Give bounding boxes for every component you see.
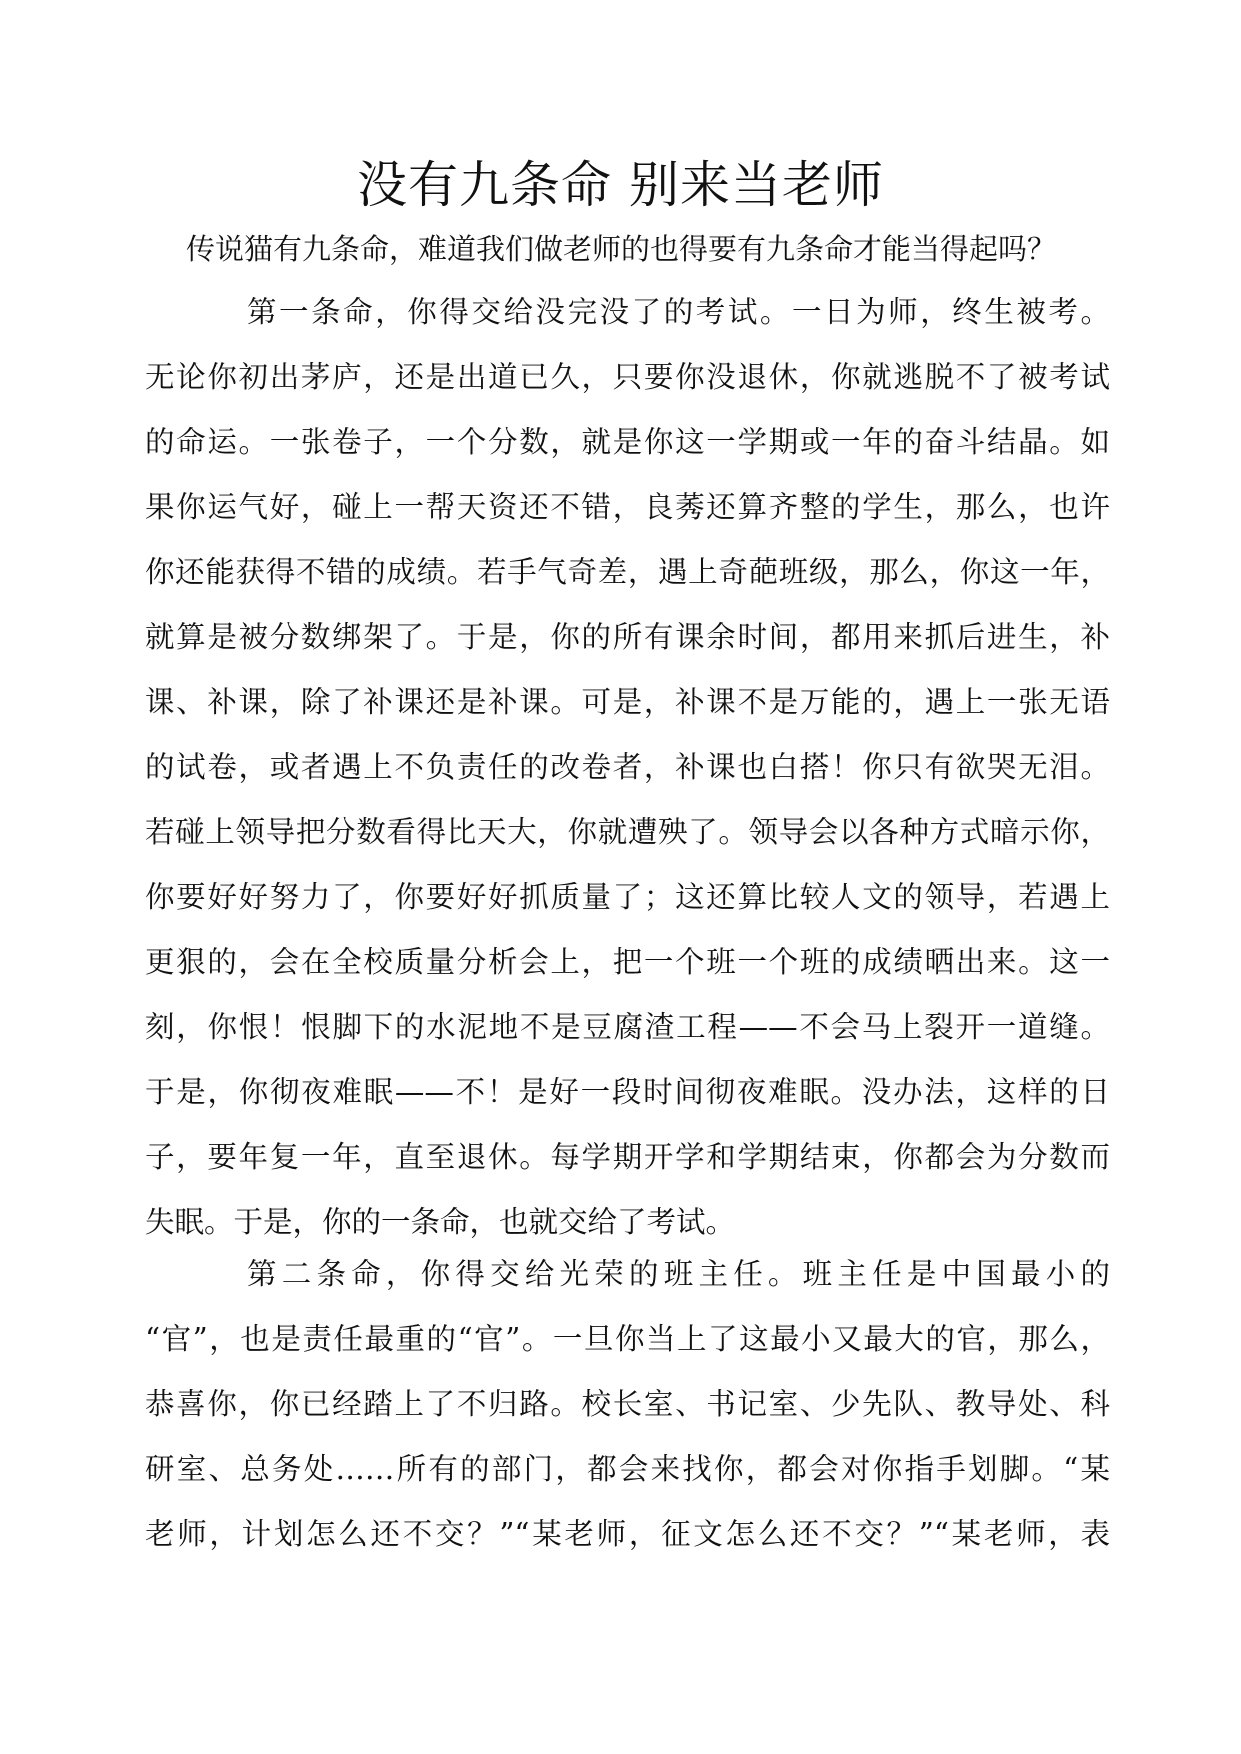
text-line: “官”，也是责任最重的“官”。一旦你当上了这最小又最大的官，那么，	[145, 1322, 1110, 1356]
text-line: 课、补课，除了补课还是补课。可是，补课不是万能的，遇上一张无语	[145, 685, 1110, 719]
intro-sentence: 传说猫有九条命，难道我们做老师的也得要有九条命才能当得起吗？	[186, 232, 1057, 266]
text-line: 无论你初出茅庐，还是出道已久，只要你没退休，你就逃脱不了被考试	[145, 360, 1110, 394]
text-line: 研室、总务处……所有的部门，都会来找你，都会对你指手划脚。“某	[145, 1452, 1110, 1486]
paragraph-second-life	[145, 1242, 1110, 1567]
text-line: 的命运。一张卷子，一个分数，就是你这一学期或一年的奋斗结晶。如	[145, 425, 1110, 459]
text-line: 第一条命，你得交给没完没了的考试。一日为师，终生被考。	[247, 295, 1110, 329]
text-line: 的试卷，或者遇上不负责任的改卷者，补课也白搭！你只有欲哭无泪。	[145, 750, 1110, 784]
text-line: 老师，计划怎么还不交？”“某老师，征文怎么还不交？”“某老师，表	[145, 1517, 1110, 1551]
text-line: 刻，你恨！恨脚下的水泥地不是豆腐渣工程——不会马上裂开一道缝。	[145, 1010, 1110, 1044]
text-line: 第二条命，你得交给光荣的班主任。班主任是中国最小的	[247, 1257, 1110, 1291]
text-line: 果你运气好，碰上一帮天资还不错，良莠还算齐整的学生，那么，也许	[145, 490, 1110, 524]
text-line: 恭喜你，你已经踏上了不归路。校长室、书记室、少先队、教导处、科	[145, 1387, 1110, 1421]
text-line: 于是，你彻夜难眠——不！是好一段时间彻夜难眠。没办法，这样的日	[145, 1075, 1110, 1109]
text-line: 若碰上领导把分数看得比天大，你就遭殃了。领导会以各种方式暗示你，	[145, 815, 1110, 849]
text-line: 失眠。于是，你的一条命，也就交给了考试。	[145, 1205, 736, 1239]
text-line: 就算是被分数绑架了。于是，你的所有课余时间，都用来抓后进生，补	[145, 620, 1110, 654]
paragraph-first-life	[145, 280, 1110, 1255]
text-line: 子，要年复一年，直至退休。每学期开学和学期结束，你都会为分数而	[145, 1140, 1110, 1174]
text-line: 你还能获得不错的成绩。若手气奇差，遇上奇葩班级，那么，你这一年，	[145, 555, 1110, 589]
document-title: 没有九条命 别来当老师	[357, 156, 884, 214]
text-line: 你要好好努力了，你要好好抓质量了；这还算比较人文的领导，若遇上	[145, 880, 1110, 914]
text-line: 更狠的，会在全校质量分析会上，把一个班一个班的成绩晒出来。这一	[145, 945, 1110, 979]
